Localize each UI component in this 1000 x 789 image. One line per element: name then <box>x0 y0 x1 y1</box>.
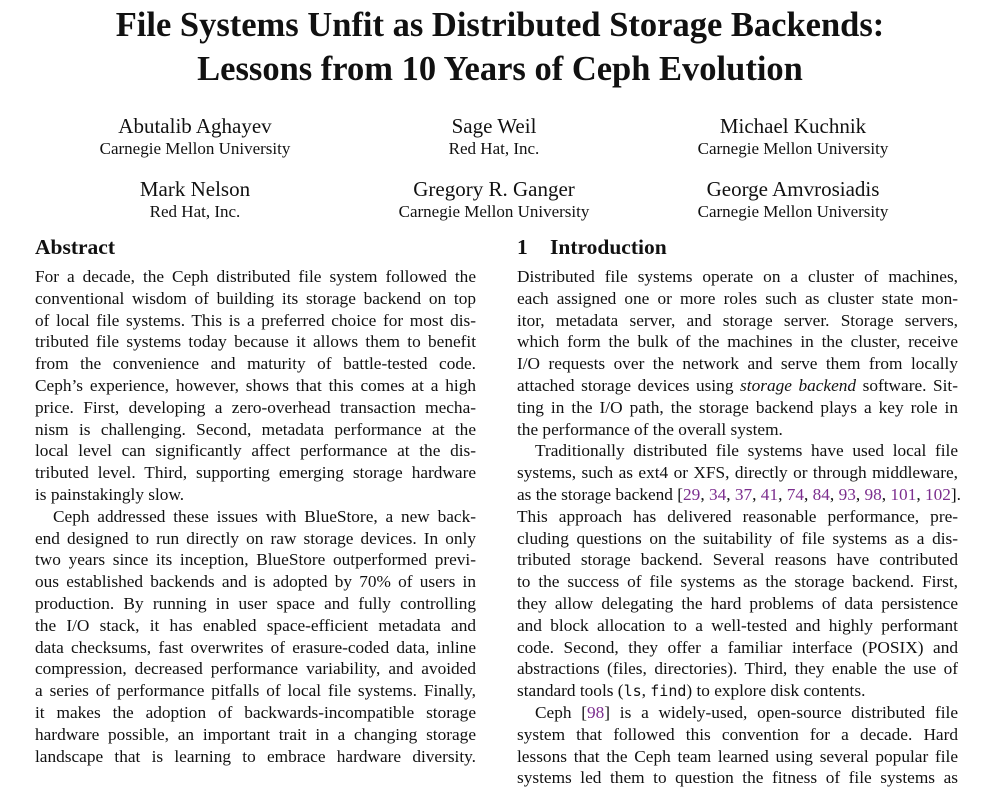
text-line: Traditionally distributed file systems have used local file <box>535 441 958 461</box>
text-line: systems led them to question the fitness of file systems as <box>517 768 958 788</box>
author-affiliation: Carnegie Mellon University <box>99 139 291 158</box>
text-line: This approach has delivered reasonable performance, pre- <box>517 506 958 526</box>
emphasis-term: storage backend <box>740 375 857 395</box>
text-line: local level can significantly affect performance at the dis- <box>35 441 476 461</box>
section-number: 1 <box>517 235 528 259</box>
text-run: Ceph [ <box>535 702 587 722</box>
text-line: production. By running in user space and fully controlling <box>35 593 476 613</box>
citation-link[interactable]: 98 <box>587 702 605 722</box>
citation-link[interactable]: 34 <box>708 484 727 504</box>
paper-title <box>0 3 1000 91</box>
citation-link[interactable]: 41 <box>760 484 779 504</box>
section-title: Introduction <box>550 235 667 259</box>
author-affiliation: Carnegie Mellon University <box>697 202 889 221</box>
text-line: of local file systems. This is a preferred choice for most dis- <box>35 310 476 330</box>
text-line: the I/O stack, it has enabled space-efficient metadata and <box>35 615 476 635</box>
author-name: Sage Weil <box>451 114 537 138</box>
text-line: Ceph’s experience, however, shows that this comes at a high <box>35 375 476 395</box>
section-heading <box>517 233 667 261</box>
author-block <box>633 113 953 159</box>
author-affiliation: Red Hat, Inc. <box>149 202 241 221</box>
citation-link[interactable]: 74 <box>786 484 804 504</box>
text-line <box>517 702 958 724</box>
text-line: data checksums, fast overwrites of erasure-coded data, inline <box>35 637 476 657</box>
author-name: Gregory R. Ganger <box>413 177 575 201</box>
code-term: ls <box>623 682 642 701</box>
author-affiliation: Red Hat, Inc. <box>448 139 540 158</box>
text-line: two years since its inception, BlueStore outperformed previ- <box>35 550 476 570</box>
text-line: it makes the adoption of backwards-incompatible storage <box>35 702 476 722</box>
citation-link[interactable]: 98 <box>864 484 882 504</box>
text-line: ous established backends and is adopted by 70% of users in <box>35 572 476 592</box>
text-line: tributed file systems today because it allows them to benefit <box>35 332 476 352</box>
author-block <box>35 176 355 222</box>
author-block <box>633 176 953 222</box>
text-run: ) to explore disk contents. <box>686 681 866 701</box>
author-name: Michael Kuchnik <box>719 114 867 138</box>
citation-link[interactable]: 93 <box>838 484 856 504</box>
text-line: I/O requests over the network and serve them from locally <box>517 354 958 374</box>
text-line: and block allocation to a well-tested and highly performant <box>517 615 958 635</box>
text-line: landscape that is learning to embrace hardware diversity. <box>35 746 476 766</box>
author-affiliation: Carnegie Mellon University <box>697 139 889 158</box>
text-line: a series of performance pitfalls of local file systems. Finally, <box>35 681 476 701</box>
text-line: which form the bulk of the machines in the cluster, receive <box>517 332 958 352</box>
author-block <box>334 176 654 222</box>
citation-link[interactable]: 102 <box>924 484 951 504</box>
text-line: itor, metadata server, and storage server. Storage servers, <box>517 310 958 330</box>
text-line: hardware possible, an important trait in a changing storage <box>35 724 476 744</box>
author-affiliation: Carnegie Mellon University <box>398 202 590 221</box>
text-line: tributed level. Third, supporting emerging storage hardware <box>35 463 476 483</box>
title-line-1: File Systems Unfit as Distributed Storage Backends: <box>115 6 885 44</box>
abstract-heading: Abstract <box>35 235 116 259</box>
text-run: ]. <box>950 484 961 504</box>
author-name: Abutalib Aghayev <box>118 114 272 138</box>
text-line: tributed storage backend. Several reasons have contributed <box>517 550 958 570</box>
text-line: abstractions (files, directories). Third, they enable the use of <box>517 659 958 679</box>
text-line: conventional wisdom of building its storage backend on top <box>35 288 476 308</box>
citation-link[interactable]: 29 <box>683 484 701 504</box>
text-line: the performance of the overall system. <box>517 419 783 439</box>
text-line: is painstakingly slow. <box>35 484 185 504</box>
text-line: price. First, developing a zero-overhead transaction mecha- <box>35 397 476 417</box>
text-run: ] is a widely-used, open-source distributed file <box>604 702 958 722</box>
introduction-body <box>517 266 961 789</box>
text-line: ting in the I/O path, the storage backend plays a key role in <box>517 397 958 417</box>
citation-link[interactable]: 101 <box>890 484 917 504</box>
text-line: they allow delegating the hard problems of data persistence <box>517 593 958 613</box>
text-run: as the storage backend [ <box>517 484 684 504</box>
text-line: compression, decreased performance variability, and avoided <box>35 659 476 679</box>
text-line: For a decade, the Ceph distributed file system followed the <box>35 267 476 286</box>
text-line: as the storage backend [29, 34, 37, 41, 74, 84, 93, 98, 101, 102]. <box>517 484 961 504</box>
text-line: to the success of file systems as the storage backend. First, <box>517 572 958 592</box>
title-line-2: Lessons from 10 Years of Ceph Evolution <box>197 50 803 88</box>
text-line: nism is challenging. Second, metadata performance at the <box>35 419 476 439</box>
text-line: system that followed this convention for a decade. Hard <box>517 724 958 744</box>
text-line <box>517 375 958 397</box>
text-line: code. Second, they offer a familiar interface (POSIX) and <box>517 637 958 657</box>
author-block <box>334 113 654 159</box>
text-line: Ceph addressed these issues with BlueStore, a new back- <box>53 506 476 526</box>
text-line: from the convenience and maturity of battle-tested code. <box>35 354 476 374</box>
text-run: standard tools ( <box>517 681 624 701</box>
text-run: software. Sit- <box>862 375 958 395</box>
citation-link[interactable]: 37 <box>734 484 753 504</box>
text-line: lessons that the Ceph team learned using several popular file <box>517 746 958 766</box>
author-block <box>35 113 355 159</box>
author-name: Mark Nelson <box>139 177 251 201</box>
text-line: systems, such as ext4 or XFS, directly or through middleware, <box>517 463 958 483</box>
text-line: Distributed file systems operate on a cluster of machines, <box>517 267 958 286</box>
text-line: end designed to run directly on raw storage devices. In only <box>35 528 476 548</box>
code-term: find <box>650 682 687 701</box>
text-line: standard tools (ls, find) to explore disk contents. <box>517 681 866 701</box>
abstract-body <box>35 266 476 767</box>
text-line: each assigned one or more roles such as cluster state mon- <box>517 288 958 308</box>
text-run: attached storage devices using <box>517 375 734 395</box>
text-line: cluding questions on the suitability of file systems as a dis- <box>517 528 958 548</box>
citation-link[interactable]: 84 <box>812 484 830 504</box>
author-name: George Amvrosiadis <box>706 177 880 201</box>
